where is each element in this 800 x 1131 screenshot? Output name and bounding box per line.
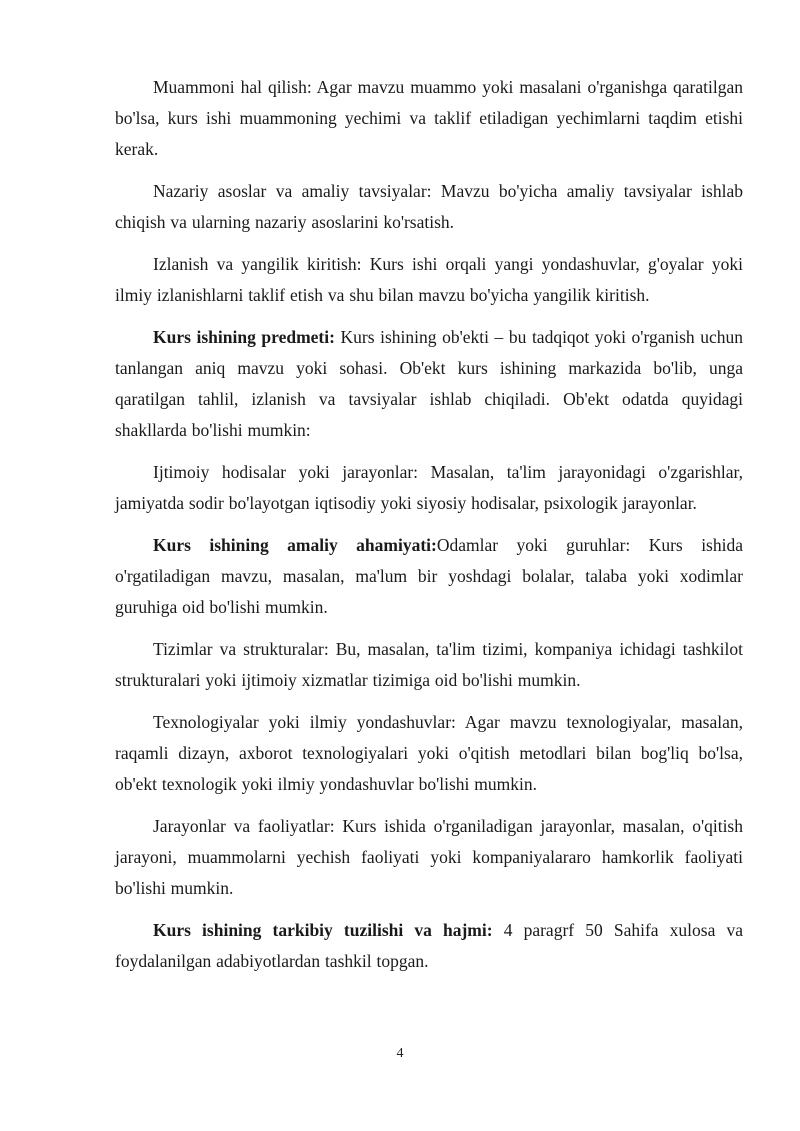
paragraph-heading: Kurs ishining tarkibiy tuzilishi va hajmi:: [153, 920, 493, 940]
paragraph-text: Muammoni hal qilish: Agar mavzu muammo yoki masalani o'rganishga qaratilgan bo'lsa, kurs ishi muammoning yechimi va taklif etiladigan yechimlarni taqdim etishi kerak.: [115, 77, 743, 159]
paragraph-text: Odamlar yoki guruhlar: Kurs ishida o'rgatiladigan mavzu, masalan, ma'lum bir yoshdagi bolalar, talaba yoki xodimlar guruhiga oid bo'lishi mumkin.: [115, 535, 743, 617]
paragraph-text: 4 paragrf 50 Sahifa xulosa va foydalanilgan adabiyotlardan tashkil topgan.: [115, 920, 744, 971]
paragraph-text: Izlanish va yangilik kiritish: Kurs ishi orqali yangi yondashuvlar, g'oyalar yoki ilmiy izlanishlarni taklif etish va shu bilan mavzu bo'yicha yangilik kiritish.: [115, 254, 743, 305]
paragraph-subject: [115, 322, 743, 446]
paragraph-systems-structures: [115, 634, 743, 696]
paragraph-text: Tizimlar va strukturalar: Bu, masalan, ta'lim tizimi, kompaniya ichidagi tashkilot strukturalari yoki ijtimoiy xizmatlar tizimiga oid bo'lishi mumkin.: [115, 639, 743, 690]
paragraph-text: Jarayonlar va faoliyatlar: Kurs ishida o'rganiladigan jarayonlar, masalan, o'qitish jarayoni, muammolarni yechish faoliyati yoki kompaniyalararo hamkorlik faoliyati bo'lishi mumkin.: [115, 816, 743, 898]
paragraph-practical-significance: [115, 530, 743, 623]
paragraph-processes-activities: [115, 811, 743, 904]
paragraph-theory-practice: [115, 176, 743, 238]
paragraph-text: Ijtimoiy hodisalar yoki jarayonlar: Masalan, ta'lim jarayonidagi o'zgarishlar, jamiyatda sodir bo'layotgan iqtisodiy yoki siyosiy hodisalar, psixologik jarayonlar.: [115, 462, 743, 513]
paragraph-text: Kurs ishining ob'ekti – bu tadqiqot yoki o'rganish uchun tanlangan aniq mavzu yoki sohasi. Ob'ekt kurs ishining markazida bo'lib, unga qaratilgan tahlil, izlanish va tavsiyalar ishlab chiqiladi. Ob'ekt odatda quyidagi shakllarda bo'lishi mumkin:: [115, 327, 743, 440]
paragraph-heading: Kurs ishining amaliy ahamiyati:: [153, 535, 437, 555]
paragraph-heading: Kurs ishining predmeti:: [153, 327, 335, 347]
paragraph-text: Nazariy asoslar va amaliy tavsiyalar: Mavzu bo'yicha amaliy tavsiyalar ishlab chiqish va ularning nazariy asoslarini ko'rsatish.: [115, 181, 743, 232]
document-page: [115, 72, 743, 988]
paragraph-research-innovation: [115, 249, 743, 311]
paragraph-structure-volume: [115, 915, 743, 977]
paragraph-problem-solving: [115, 72, 743, 165]
paragraph-social-phenomena: [115, 457, 743, 519]
paragraph-technologies: [115, 707, 743, 800]
paragraph-text: Texnologiyalar yoki ilmiy yondashuvlar: Agar mavzu texnologiyalar, masalan, raqamli dizayn, axborot texnologiyalari yoki o'qitish metodlari bilan bog'liq bo'lsa, ob'ekt texnologik yoki ilmiy yondashuvlar bo'lishi mumkin.: [115, 712, 743, 794]
page-number: 4: [396, 1046, 404, 1061]
